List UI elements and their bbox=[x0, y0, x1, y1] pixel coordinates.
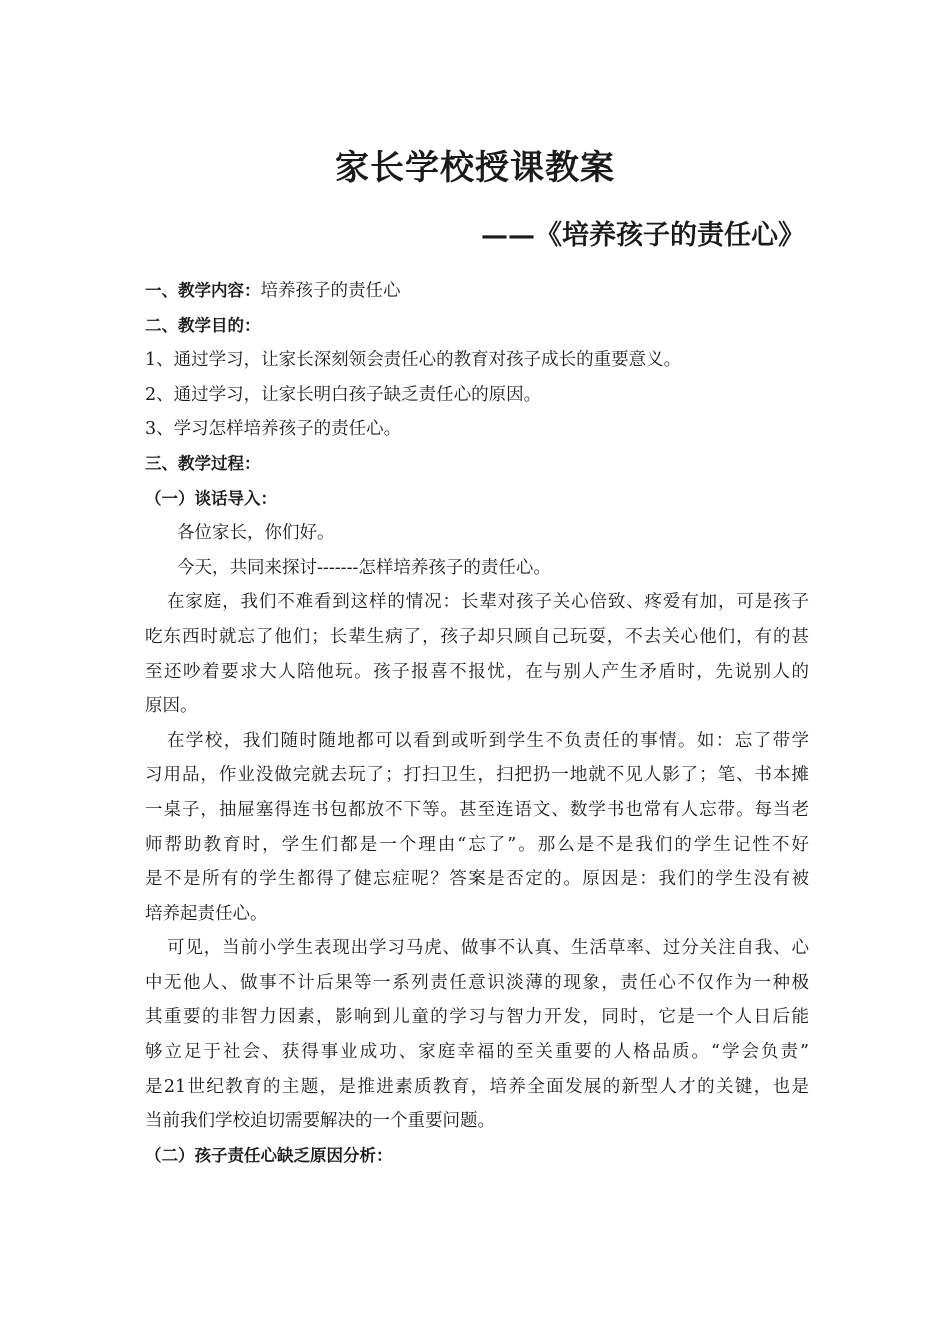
paragraph-line: 可见，当前小学生表现出学习马虎、做事不认真、生活草率、过分关注自我、心 bbox=[167, 938, 809, 959]
paragraph-line: 今天，共同来探讨-------怎样培养孩子的责任心。 bbox=[177, 557, 551, 578]
document-subtitle: ——《培养孩子的责任心》 bbox=[481, 220, 805, 251]
paragraph-line: 各位家长，你们好。 bbox=[177, 523, 335, 544]
paragraph-line: 培养起责任心。 bbox=[145, 903, 268, 924]
paragraph-line: 在家庭，我们不难看到这样的情况：长辈对孩子关心倍致、疼爱有加，可是孩子 bbox=[167, 592, 809, 613]
subsection-heading: （二）孩子责任心缺乏原因分析： bbox=[145, 1145, 393, 1165]
document-body bbox=[145, 274, 809, 1173]
paragraph-line: 够立足于社会、获得事业成功、家庭幸福的至关重要的人格品质。“学会负责” bbox=[145, 1042, 809, 1063]
paragraph-line: 师帮助教育时，学生们都是一个理由“忘了”。那么是不是我们的学生记性不好 bbox=[145, 834, 809, 855]
section-heading: 三、教学过程： bbox=[145, 453, 261, 473]
paragraph-line: 在学校，我们随时随地都可以看到或听到学生不负责任的事情。如：忘了带学 bbox=[167, 730, 809, 751]
subsection-heading: （一）谈话导入： bbox=[145, 488, 277, 508]
paragraph bbox=[145, 724, 809, 932]
section-heading: 一、教学内容： bbox=[145, 281, 261, 300]
paragraph-line: 中无他人、做事不计后果等一系列责任意识淡薄的现象，责任心不仅作为一种极 bbox=[145, 972, 809, 993]
paragraph-line: 当前我们学校迫切需要解决的一个重要问题。 bbox=[145, 1111, 495, 1132]
list-item: 1、通过学习，让家长深刻领会责任心的教育对孩子成长的重要意义。 bbox=[145, 350, 682, 371]
paragraph-line: 是21世纪教育的主题，是推进素质教育，培养全面发展的新型人才的关键，也是 bbox=[145, 1076, 809, 1097]
paragraph-line: 原因。 bbox=[145, 696, 198, 717]
paragraph-line: 一桌子，抽屉塞得连书包都放不下等。甚至连语文、数学书也常有人忘带。每当老 bbox=[145, 799, 809, 820]
list-item: 3、学习怎样培养孩子的责任心。 bbox=[145, 419, 402, 440]
paragraph-line: 其重要的非智力因素，影响到儿童的学习与智力开发，同时，它是一个人日后能 bbox=[145, 1007, 809, 1028]
paragraph bbox=[145, 585, 809, 723]
document-title: 家长学校授课教案 bbox=[335, 148, 615, 188]
paragraph-line: 至还吵着要求大人陪他玩。孩子报喜不报忧，在与别人产生矛盾时，先说别人的 bbox=[145, 661, 809, 682]
paragraph-line: 吃东西时就忘了他们；长辈生病了，孩子却只顾自己玩耍，不去关心他们，有的甚 bbox=[145, 626, 809, 647]
paragraph bbox=[145, 931, 809, 1139]
list-item: 2、通过学习，让家长明白孩子缺乏责任心的原因。 bbox=[145, 384, 542, 405]
section-heading: 二、教学目的： bbox=[145, 315, 261, 335]
paragraph-line: 习用品，作业没做完就去玩了；打扫卫生，扫把扔一地就不见人影了；笔、书本摊 bbox=[145, 765, 809, 786]
section-content-line bbox=[145, 274, 809, 309]
paragraph-line: 是不是所有的学生都得了健忘症呢？答案是否定的。原因是：我们的学生没有被 bbox=[145, 869, 809, 890]
section-text: 培养孩子的责任心 bbox=[260, 281, 401, 301]
